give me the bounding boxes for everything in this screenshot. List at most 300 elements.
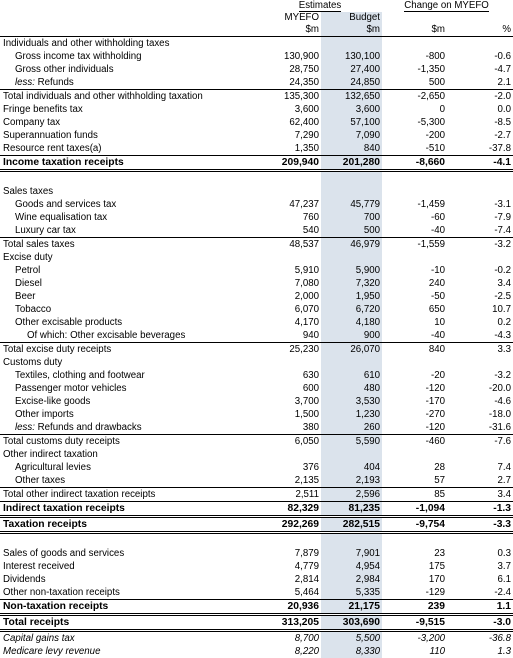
row-label-text: Total excise duty receipts [3, 344, 112, 355]
change-value [382, 251, 447, 264]
change-value: -3,200 [417, 633, 445, 644]
pct-value: -7.9 [494, 212, 512, 223]
budget-value [321, 37, 382, 51]
table-row [0, 408, 513, 421]
change-value: -170 [425, 396, 445, 407]
row-label [0, 185, 260, 198]
row-label [0, 129, 260, 142]
row-label [0, 156, 260, 171]
myefo-value: 760 [302, 212, 319, 223]
table-row [0, 382, 513, 395]
table-row [0, 316, 513, 329]
pct-value: 0.0 [497, 104, 512, 115]
row-label-text: Sales of goods and services [3, 548, 125, 559]
myefo-value [260, 185, 321, 198]
table-row [0, 435, 513, 449]
change-header: Change on MYEFO [404, 0, 489, 11]
change-value: 57 [434, 475, 445, 486]
change-value: -1,350 [417, 64, 445, 75]
myefo-value [260, 251, 321, 264]
budget-value: 130,100 [321, 50, 382, 63]
row-label [0, 264, 260, 277]
row-label [0, 369, 260, 382]
table-row [0, 560, 513, 573]
row-label-text: Total sales taxes [3, 239, 75, 250]
row-label-text: Refunds [34, 77, 74, 88]
pct-value [447, 37, 513, 51]
budget-value [321, 185, 382, 198]
myefo-value: 6,050 [260, 435, 321, 449]
pct-value: -2.7 [494, 130, 512, 141]
myefo-value: 20,936 [260, 600, 321, 615]
budget-value [321, 251, 382, 264]
budget-value: 2,984 [321, 573, 382, 586]
table-row [0, 502, 513, 517]
table-row [0, 517, 513, 533]
row-label-text: Total other indirect taxation receipts [3, 489, 156, 500]
change-value: -510 [425, 143, 445, 154]
change-value: -200 [425, 130, 445, 141]
row-label-text: Customs duty [3, 357, 63, 368]
row-label [0, 547, 260, 560]
budget-value: 500 [321, 224, 382, 238]
pct-value: -2.4 [494, 587, 512, 598]
myefo-value: 130,900 [283, 51, 319, 62]
myefo-unit: $m [260, 24, 321, 37]
budget-value: 57,100 [321, 116, 382, 129]
change-value: -270 [425, 409, 445, 420]
header-row-units [0, 24, 513, 37]
budget-value: 6,720 [321, 303, 382, 316]
pct-value: -0.6 [494, 51, 512, 62]
change-value: -1,559 [382, 238, 447, 252]
pct-value: -31.6 [488, 422, 512, 433]
table-row [0, 90, 513, 104]
change-value: -40 [430, 330, 445, 341]
row-label-text: Goods and services tax [15, 199, 117, 210]
pct-value: 0.2 [497, 317, 512, 328]
pct-value: -0.2 [494, 265, 512, 276]
row-label-text: Income taxation receipts [3, 157, 124, 168]
budget-unit: $m [321, 24, 382, 37]
row-label [0, 502, 260, 517]
row-label-text: Non-taxation receipts [3, 601, 109, 612]
table-row [0, 103, 513, 116]
change-value [382, 356, 447, 369]
row-label-text: Petrol [15, 265, 41, 276]
row-label-prefix: less: [15, 422, 35, 433]
budget-value: 1,950 [321, 290, 382, 303]
myefo-value: 376 [302, 462, 319, 473]
table-row [0, 547, 513, 560]
table-row [0, 329, 513, 343]
table-row [0, 488, 513, 502]
budget-value: 132,650 [321, 90, 382, 104]
table-row [0, 290, 513, 303]
myefo-value: 2,511 [260, 488, 321, 502]
row-label-text: Other excisable products [15, 317, 123, 328]
change-value: -40 [430, 225, 445, 236]
budget-value: 900 [321, 329, 382, 343]
spacer-row [0, 533, 513, 548]
table-row [0, 474, 513, 488]
budget-value: 303,690 [321, 615, 382, 631]
row-label-text: Gross income tax withholding [15, 51, 142, 62]
row-label [0, 90, 260, 104]
row-label-text: Gross other individuals [15, 64, 114, 75]
change-value: 0 [439, 104, 445, 115]
change-value: 239 [382, 600, 447, 615]
row-label-text: Other non-taxation receipts [3, 587, 120, 598]
budget-value: 5,335 [321, 586, 382, 600]
row-label [0, 50, 260, 63]
pct-value: 6.1 [497, 574, 512, 585]
change-value: 170 [428, 574, 445, 585]
pct-value: -4.3 [494, 330, 512, 341]
table-row [0, 156, 513, 171]
table-row [0, 645, 513, 658]
table-row [0, 461, 513, 474]
budget-value: 8,330 [321, 645, 382, 658]
row-label [0, 238, 260, 252]
budget-value: 45,779 [321, 198, 382, 211]
table-row [0, 369, 513, 382]
row-label-text: Total receipts [3, 617, 70, 628]
row-label-text: Total individuals and other withholding taxation [3, 91, 203, 102]
myefo-value: 5,910 [294, 265, 319, 276]
row-label-text: Company tax [3, 117, 61, 128]
myefo-value: 2,135 [294, 475, 319, 486]
budget-value: 7,901 [321, 547, 382, 560]
row-label [0, 573, 260, 586]
myefo-value: 2,814 [294, 574, 319, 585]
myefo-value: 6,070 [294, 304, 319, 315]
row-label [0, 461, 260, 474]
myefo-value: 1,500 [294, 409, 319, 420]
row-label [0, 586, 260, 600]
pct-value [447, 448, 513, 461]
change-value: 240 [428, 278, 445, 289]
row-label [0, 421, 260, 435]
budget-value: 5,500 [321, 631, 382, 646]
budget-value: 2,193 [321, 474, 382, 488]
budget-header: Budget [321, 12, 382, 24]
row-label [0, 142, 260, 156]
change-value: 110 [429, 646, 445, 657]
budget-value: 5,900 [321, 264, 382, 277]
row-label-text: Of which: Other excisable beverages [27, 330, 186, 341]
row-label [0, 211, 260, 224]
table-row [0, 37, 513, 51]
change-unit: $m [382, 24, 447, 37]
table-row [0, 573, 513, 586]
row-label-text: Individuals and other withholding taxes [3, 38, 170, 49]
budget-value: 4,180 [321, 316, 382, 329]
table-row [0, 185, 513, 198]
row-label [0, 488, 260, 502]
budget-value: 2,596 [321, 488, 382, 502]
budget-value: 1,230 [321, 408, 382, 421]
budget-value: 21,175 [321, 600, 382, 615]
table-row [0, 224, 513, 238]
row-label-text: Refunds and drawbacks [34, 422, 142, 433]
myefo-value: 1,350 [294, 143, 319, 154]
change-value: 23 [434, 548, 445, 559]
pct-value: 2.7 [497, 475, 512, 486]
row-label [0, 408, 260, 421]
myefo-value: 4,779 [294, 561, 319, 572]
myefo-value [260, 448, 321, 461]
row-label-text: Passenger motor vehicles [15, 383, 127, 394]
row-label-text: Other taxes [15, 475, 66, 486]
table-row [0, 343, 513, 357]
budget-value [321, 448, 382, 461]
row-label-text: Interest received [3, 561, 75, 572]
pct-value: 3.3 [447, 343, 513, 357]
estimates-header: Estimates [298, 0, 342, 11]
row-label-text: Resource rent taxes(a) [3, 143, 102, 154]
budget-value: 3,600 [321, 103, 382, 116]
budget-value: 260 [321, 421, 382, 435]
table-row [0, 198, 513, 211]
change-value [382, 37, 447, 51]
row-label [0, 448, 260, 461]
budget-value: 5,590 [321, 435, 382, 449]
row-label [0, 37, 260, 51]
table-row [0, 448, 513, 461]
header-row-names [0, 12, 513, 24]
pct-value: -7.4 [494, 225, 512, 236]
table-row [0, 277, 513, 290]
myefo-value: 7,080 [294, 278, 319, 289]
row-label-text: Diesel [15, 278, 42, 289]
change-value: -1,094 [382, 502, 447, 517]
row-label-text: Tobacco [15, 304, 52, 315]
pct-value [447, 251, 513, 264]
row-label [0, 303, 260, 316]
row-label-text: Capital gains tax [3, 633, 75, 644]
row-label [0, 560, 260, 573]
pct-unit: % [447, 24, 513, 37]
pct-value: 7.4 [497, 462, 512, 473]
myefo-value: 313,205 [260, 615, 321, 631]
table-row [0, 142, 513, 156]
change-value: 650 [428, 304, 445, 315]
row-label [0, 356, 260, 369]
row-label-text: Excise duty [3, 252, 53, 263]
pct-value: 1.1 [447, 600, 513, 615]
myefo-value: 380 [302, 422, 319, 433]
change-value: -9,515 [382, 615, 447, 631]
table-row [0, 615, 513, 631]
row-label [0, 435, 260, 449]
budget-value: 282,515 [321, 517, 382, 533]
myefo-value: 7,290 [294, 130, 319, 141]
budget-value: 201,280 [321, 156, 382, 171]
change-value: -5,300 [417, 117, 445, 128]
row-label [0, 631, 260, 646]
change-value: -20 [430, 370, 445, 381]
budget-value [321, 356, 382, 369]
row-label-text: Beer [15, 291, 36, 302]
table-row [0, 116, 513, 129]
row-label [0, 382, 260, 395]
pct-value: -3.2 [447, 238, 513, 252]
change-value: 85 [382, 488, 447, 502]
change-value: -50 [430, 291, 445, 302]
pct-value [447, 185, 513, 198]
header-row-groups [0, 0, 513, 12]
row-label [0, 198, 260, 211]
budget-value: 27,400 [321, 63, 382, 76]
table-row [0, 264, 513, 277]
row-label-text: Dividends [3, 574, 46, 585]
change-value: -1,459 [417, 199, 445, 210]
myefo-value: 5,464 [294, 587, 319, 598]
row-label [0, 63, 260, 76]
change-value: 28 [434, 462, 445, 473]
budget-value: 4,954 [321, 560, 382, 573]
pct-value: 3.4 [497, 278, 512, 289]
myefo-value: 82,329 [260, 502, 321, 517]
myefo-value: 62,400 [289, 117, 319, 128]
myefo-value: 3,700 [294, 396, 319, 407]
pct-value: -4.6 [494, 396, 512, 407]
row-label-text: Total customs duty receipts [3, 436, 120, 447]
myefo-value: 209,940 [260, 156, 321, 171]
change-value: -10 [430, 265, 445, 276]
change-value [382, 185, 447, 198]
pct-value [447, 356, 513, 369]
row-label-text: Superannuation funds [3, 130, 98, 141]
myefo-value: 24,350 [289, 77, 319, 88]
row-label-text: Luxury car tax [15, 225, 76, 236]
row-label-text: Sales taxes [3, 186, 54, 197]
row-label-text: Taxation receipts [3, 519, 87, 530]
row-label-text: Medicare levy revenue [3, 646, 101, 657]
row-label [0, 615, 260, 631]
row-label [0, 290, 260, 303]
row-label [0, 103, 260, 116]
row-label [0, 224, 260, 238]
budget-value: 7,320 [321, 277, 382, 290]
pct-value: -3.1 [494, 199, 512, 210]
table-row [0, 129, 513, 142]
pct-value: -18.0 [488, 409, 512, 420]
change-value [382, 448, 447, 461]
table-row [0, 303, 513, 316]
myefo-value [260, 356, 321, 369]
row-label [0, 343, 260, 357]
pct-value: 3.4 [447, 488, 513, 502]
myefo-value: 540 [302, 225, 319, 236]
pct-value: 0.3 [497, 548, 512, 559]
myefo-value: 25,230 [260, 343, 321, 357]
row-label-text: Textiles, clothing and footwear [15, 370, 145, 381]
table-row [0, 50, 513, 63]
row-label [0, 76, 260, 90]
table-row [0, 76, 513, 90]
table-row [0, 600, 513, 615]
pct-value: -4.7 [494, 64, 512, 75]
row-label [0, 316, 260, 329]
budget-value: 3,530 [321, 395, 382, 408]
pct-value: -3.2 [494, 370, 512, 381]
row-label [0, 517, 260, 533]
change-value: -8,660 [382, 156, 447, 171]
pct-value: -37.8 [488, 143, 512, 154]
change-value: 175 [428, 561, 445, 572]
spacer-row [0, 171, 513, 186]
budget-value: 7,090 [321, 129, 382, 142]
change-value: -129 [425, 587, 445, 598]
myefo-value: 7,879 [294, 548, 319, 559]
pct-value: -8.5 [494, 117, 512, 128]
pct-value: 1.3 [497, 646, 512, 657]
change-value: -60 [430, 212, 445, 223]
row-label [0, 474, 260, 488]
budget-value: 700 [321, 211, 382, 224]
pct-value: -2.0 [447, 90, 513, 104]
table-row [0, 63, 513, 76]
change-value: 10 [434, 317, 445, 328]
myefo-value: 4,170 [294, 317, 319, 328]
myefo-value: 600 [302, 383, 319, 394]
myefo-value: 292,269 [260, 517, 321, 533]
row-label [0, 329, 260, 343]
row-label-text: Wine equalisation tax [15, 212, 108, 223]
row-label [0, 277, 260, 290]
row-label-text: Agricultural levies [15, 462, 91, 473]
table-row [0, 421, 513, 435]
table-row [0, 586, 513, 600]
myefo-value: 8,220 [294, 646, 319, 657]
budget-value: 46,979 [321, 238, 382, 252]
row-label-text: Other imports [15, 409, 74, 420]
table-row [0, 631, 513, 646]
budget-value: 24,850 [321, 76, 382, 90]
table-row [0, 395, 513, 408]
table-row [0, 356, 513, 369]
myefo-header: MYEFO [284, 12, 319, 23]
row-label-prefix: less: [15, 77, 35, 88]
pct-value: -20.0 [488, 383, 512, 394]
pct-value: -2.5 [494, 291, 512, 302]
row-label-text: Other indirect taxation [3, 449, 98, 460]
pct-value: -4.1 [447, 156, 513, 171]
change-value: -120 [425, 422, 445, 433]
table-row [0, 251, 513, 264]
budget-value: 840 [321, 142, 382, 156]
budget-value: 480 [321, 382, 382, 395]
change-value: -800 [425, 51, 445, 62]
myefo-value: 48,537 [260, 238, 321, 252]
pct-value: 10.7 [492, 304, 512, 315]
change-value: -9,754 [382, 517, 447, 533]
myefo-value [260, 37, 321, 51]
row-label [0, 645, 260, 658]
row-label [0, 251, 260, 264]
change-value: -460 [382, 435, 447, 449]
budget-value: 404 [321, 461, 382, 474]
row-label [0, 600, 260, 615]
budget-value: 610 [321, 369, 382, 382]
pct-value: 3.7 [497, 561, 512, 572]
pct-value: -1.3 [447, 502, 513, 517]
pct-value: 2.1 [497, 77, 512, 88]
change-value: -120 [425, 383, 445, 394]
table-row [0, 211, 513, 224]
